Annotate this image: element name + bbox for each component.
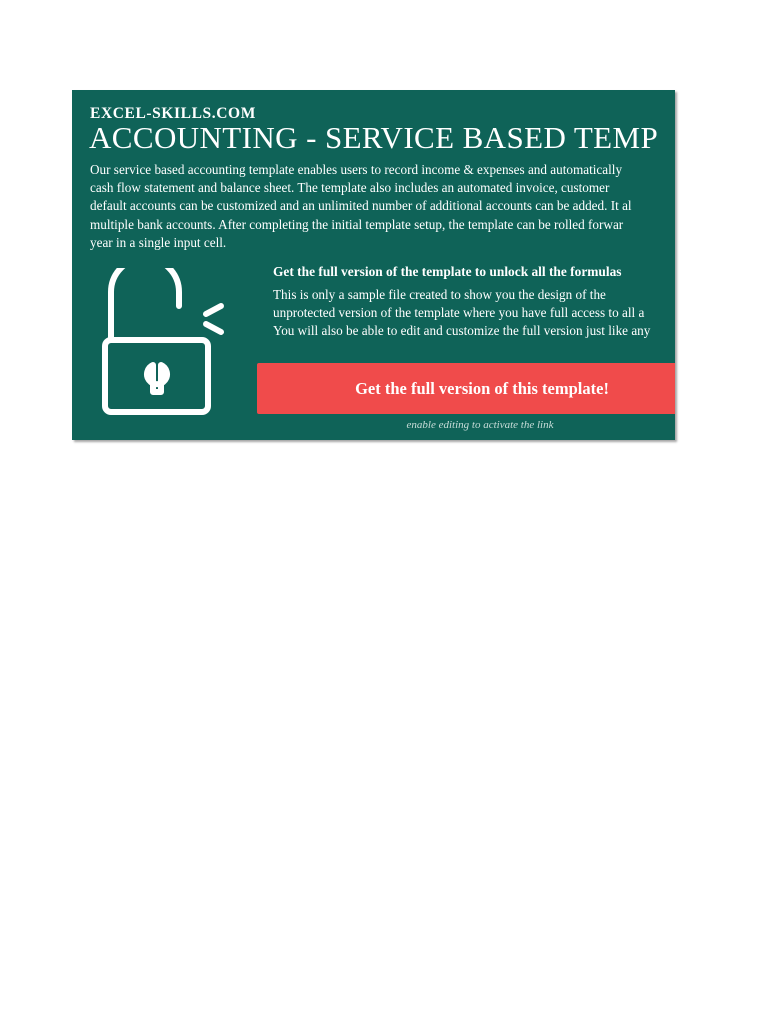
promo-heading: Get the full version of the template to unlock all the formulas bbox=[273, 264, 622, 279]
description-line: multiple bank accounts. After completing the initial template setup, the template can be rolled forwar bbox=[90, 216, 624, 232]
description-line: cash flow statement and balance sheet. The template also includes an automated invoice, customer bbox=[90, 180, 610, 196]
promo-body-line: unprotected version of the template where you have full access to all a bbox=[273, 305, 645, 320]
promo-body-line: This is only a sample file created to show you the design of the bbox=[273, 287, 606, 302]
enable-editing-note: enable editing to activate the link bbox=[406, 419, 554, 431]
promo-body-line: You will also be able to edit and customize the full version just like any bbox=[273, 323, 651, 338]
description-line: year in a single input cell. bbox=[90, 234, 227, 250]
get-full-version-button[interactable]: Get the full version of this template! bbox=[257, 363, 675, 414]
template-banner bbox=[72, 90, 675, 440]
description-line: Our service based accounting template enables users to record income & expenses and automatically bbox=[90, 162, 623, 177]
brand-name: EXCEL-SKILLS.COM bbox=[90, 105, 256, 122]
unlocked-padlock-icon bbox=[102, 268, 230, 420]
promo-body bbox=[273, 286, 650, 340]
description-line: default accounts can be customized and an unlimited number of additional accounts can be added. It al bbox=[90, 198, 632, 214]
template-title: ACCOUNTING - SERVICE BASED TEMP bbox=[89, 120, 659, 155]
template-description bbox=[90, 161, 675, 252]
